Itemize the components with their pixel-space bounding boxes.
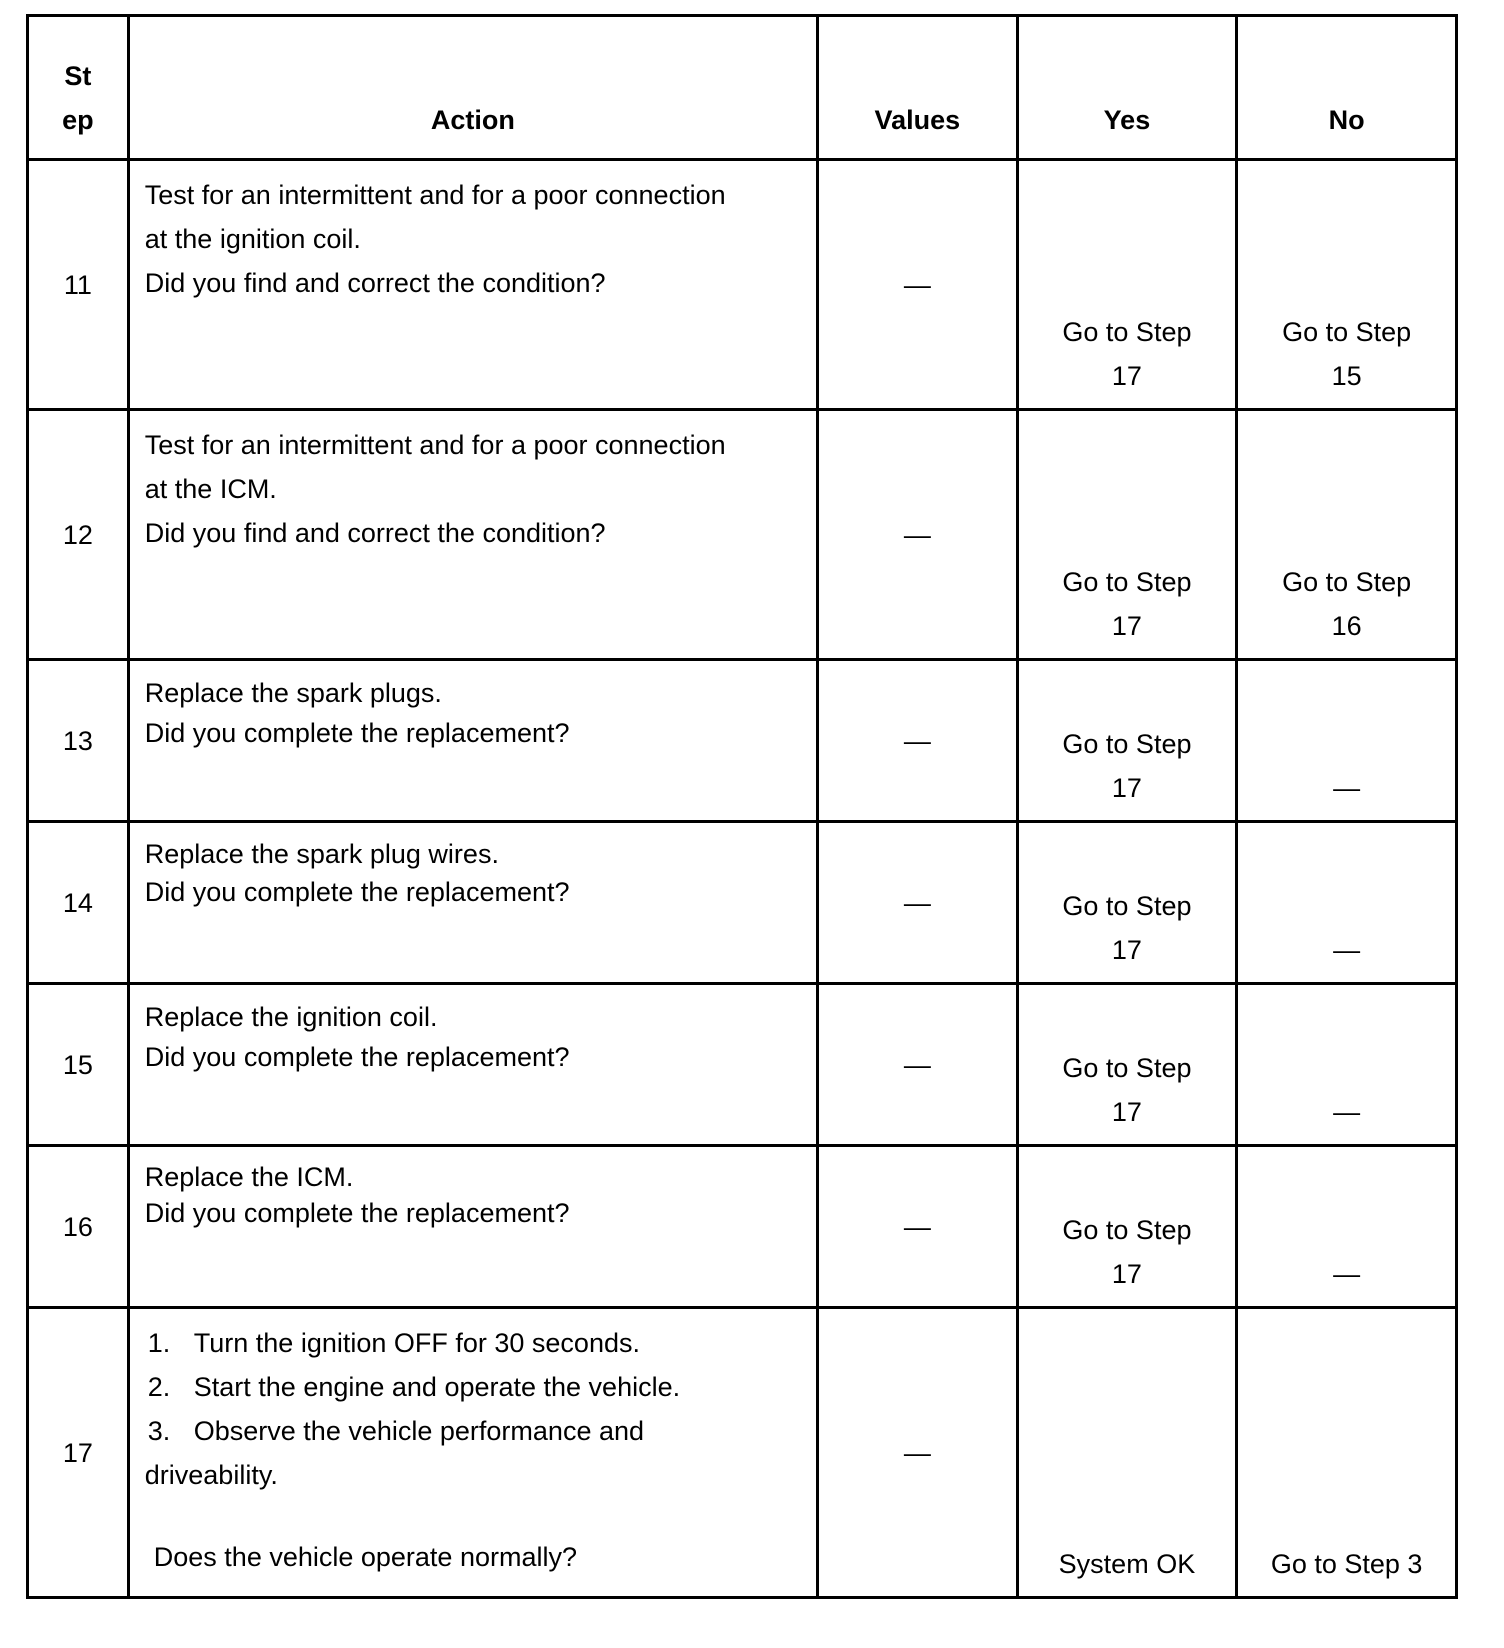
values-cell: — <box>818 410 1018 660</box>
yes-line: System OK <box>1058 1549 1196 1579</box>
no-line: — <box>1333 935 1361 965</box>
step-number: 16 <box>28 1146 129 1308</box>
values-cell: — <box>818 160 1018 410</box>
yes-cell <box>1017 822 1237 984</box>
step-number: 14 <box>28 822 129 984</box>
action-line: Did you complete the replacement? <box>144 1042 570 1072</box>
table-row <box>28 160 1457 410</box>
action-line: at the ignition coil. <box>144 224 361 254</box>
action-line: Replace the spark plug wires. <box>144 839 499 869</box>
values-header: Values <box>818 16 1018 160</box>
no-line: — <box>1333 1097 1361 1127</box>
no-line: — <box>1333 773 1361 803</box>
item-continuation: driveability. <box>144 1460 278 1490</box>
action-line: Did you complete the replacement? <box>144 877 570 907</box>
action-cell <box>128 410 817 660</box>
step-number: 17 <box>28 1308 129 1598</box>
no-cell <box>1237 160 1457 410</box>
no-line: Go to Step <box>1282 567 1412 597</box>
item-text: Start the engine and operate the vehicle. <box>193 1372 681 1402</box>
item-number: 2. <box>147 1372 171 1402</box>
action-header: Action <box>128 16 817 160</box>
no-cell <box>1237 1308 1457 1598</box>
values-cell: — <box>818 1146 1018 1308</box>
header-row <box>28 16 1457 160</box>
action-line: Replace the spark plugs. <box>144 678 442 708</box>
yes-line: 17 <box>1111 611 1142 641</box>
yes-line: 17 <box>1111 935 1142 965</box>
numbered-item <box>145 1409 804 1453</box>
yes-line: Go to Step <box>1062 567 1192 597</box>
table-row <box>28 984 1457 1146</box>
no-cell <box>1237 984 1457 1146</box>
yes-cell <box>1017 660 1237 822</box>
values-cell: — <box>818 660 1018 822</box>
no-cell <box>1237 822 1457 984</box>
action-line: Did you complete the replacement? <box>144 1198 570 1228</box>
values-cell: — <box>818 1308 1018 1598</box>
item-text: Turn the ignition OFF for 30 seconds. <box>193 1328 640 1358</box>
no-line: — <box>1333 1259 1361 1289</box>
diagnostic-table <box>26 14 1458 1599</box>
step-number: 11 <box>28 160 129 410</box>
action-line: Replace the ignition coil. <box>144 1002 438 1032</box>
action-cell <box>128 660 817 822</box>
numbered-item <box>145 1321 804 1365</box>
yes-cell <box>1017 1308 1237 1598</box>
item-text: Observe the vehicle performance and <box>193 1416 645 1446</box>
yes-cell <box>1017 160 1237 410</box>
action-line: Replace the ICM. <box>144 1162 354 1192</box>
action-line: at the ICM. <box>144 474 277 504</box>
table-row <box>28 1308 1457 1598</box>
no-cell <box>1237 410 1457 660</box>
action-line: Did you find and correct the condition? <box>144 518 606 548</box>
values-cell: — <box>818 984 1018 1146</box>
step-number: 15 <box>28 984 129 1146</box>
action-cell <box>128 160 817 410</box>
yes-line: Go to Step <box>1062 891 1192 921</box>
action-cell <box>128 1146 817 1308</box>
no-cell <box>1237 660 1457 822</box>
item-number: 1. <box>147 1328 171 1358</box>
no-cell <box>1237 1146 1457 1308</box>
yes-header: Yes <box>1017 16 1237 160</box>
action-cell <box>128 1308 817 1598</box>
yes-line: 17 <box>1111 361 1142 391</box>
yes-line: Go to Step <box>1062 1215 1192 1245</box>
action-line: Did you complete the replacement? <box>144 718 570 748</box>
yes-line: 17 <box>1111 1259 1142 1289</box>
action-cell <box>128 822 817 984</box>
step-header <box>28 16 129 160</box>
no-line: Go to Step <box>1282 317 1412 347</box>
action-line: Test for an intermittent and for a poor connection <box>144 180 726 210</box>
table-row <box>28 1146 1457 1308</box>
yes-line: Go to Step <box>1062 1053 1192 1083</box>
step-number: 13 <box>28 660 129 822</box>
values-cell: — <box>818 822 1018 984</box>
numbered-item <box>145 1365 804 1409</box>
step-number: 12 <box>28 410 129 660</box>
yes-cell <box>1017 410 1237 660</box>
action-line: Did you find and correct the condition? <box>144 268 606 298</box>
yes-line: 17 <box>1111 1097 1142 1127</box>
no-header: No <box>1237 16 1457 160</box>
no-line: Go to Step 3 <box>1270 1549 1423 1579</box>
table-row <box>28 822 1457 984</box>
no-line: 15 <box>1331 361 1362 391</box>
yes-cell <box>1017 1146 1237 1308</box>
no-line: 16 <box>1331 611 1362 641</box>
action-cell <box>128 984 817 1146</box>
action-question: Does the vehicle operate normally? <box>153 1542 577 1572</box>
item-number: 3. <box>147 1416 171 1446</box>
yes-line: Go to Step <box>1062 729 1192 759</box>
yes-cell <box>1017 984 1237 1146</box>
yes-line: Go to Step <box>1062 317 1192 347</box>
action-line: Test for an intermittent and for a poor connection <box>144 430 726 460</box>
step-header-line: ep <box>62 105 94 135</box>
step-header-line: St <box>64 61 92 91</box>
table-row <box>28 410 1457 660</box>
yes-line: 17 <box>1111 773 1142 803</box>
table-row <box>28 660 1457 822</box>
